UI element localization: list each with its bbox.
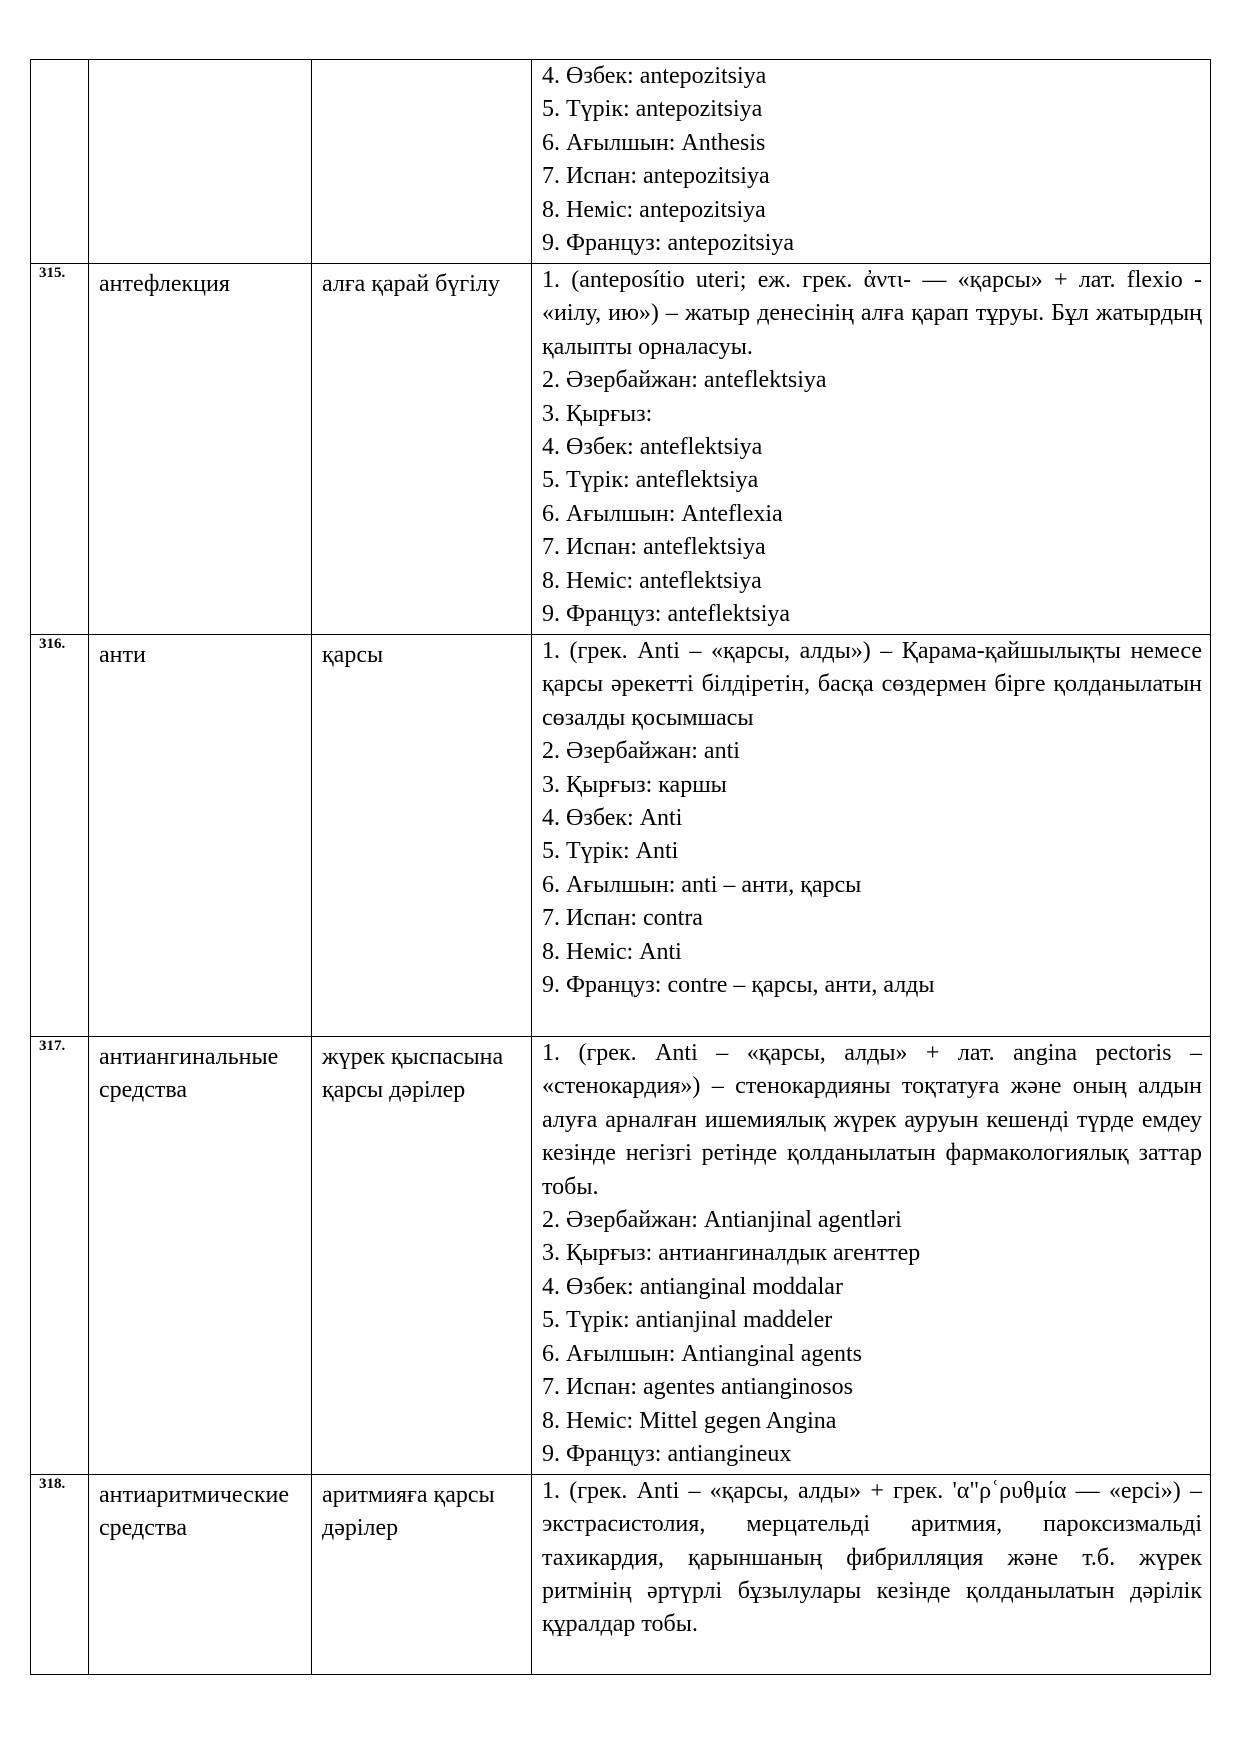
language-line: 3. Қырғыз: [542, 400, 653, 427]
term-cell [89, 60, 312, 264]
dictionary-table [30, 59, 1211, 1675]
language-line: 7. Испан: antepozitsiya [542, 163, 770, 190]
language-line: 4. Өзбек: Anti [542, 804, 683, 831]
table-row [31, 1474, 1211, 1674]
term-cell: антиангинальные средства [89, 1036, 312, 1474]
term-cell: антиаритмические средства [89, 1474, 312, 1674]
table-row [31, 60, 1211, 264]
entry-number-cell [31, 60, 89, 264]
language-line: 6. Ағылшын: Anteflexia [542, 500, 783, 527]
definition-cell [532, 60, 1211, 264]
language-line: 7. Испан: agentes antianginosos [542, 1374, 853, 1401]
definition-cell [532, 634, 1211, 1036]
term-cell: антефлекция [89, 263, 312, 634]
language-line: 4. Өзбек: antepozitsiya [542, 63, 767, 89]
language-line: 3. Қырғыз: каршы [542, 771, 727, 798]
language-line: 6. Ағылшын: Antianginal agents [542, 1340, 863, 1367]
definition-text: 1. (anteposítio uteri; еж. грек. ἀντι- — «қарсы» + лат. flexio - «иілу, ию») – жатыр денесінің алға қарап тұруы. Бұл жатырдың қалыпты орналасуы. [542, 266, 1202, 360]
language-line: 9. Француз: antiangineux [542, 1441, 792, 1468]
language-line: 3. Қырғыз: антиангиналдык агенттер [542, 1240, 921, 1267]
definition-cell [532, 1036, 1211, 1474]
definition-cell [532, 263, 1211, 634]
language-line: 4. Өзбек: anteflektsiya [542, 433, 763, 460]
language-line: 7. Испан: anteflektsiya [542, 534, 766, 561]
language-line: 6. Ағылшын: anti – анти, қарсы [542, 871, 862, 898]
definition-cell [532, 1474, 1211, 1674]
language-line: 7. Испан: contra [542, 905, 703, 932]
entry-number-cell: 315. [31, 263, 89, 634]
language-line: 9. Француз: antepozitsiya [542, 230, 795, 257]
translation-cell: жүрек қыспасына қарсы дәрілер [312, 1036, 532, 1474]
language-line: 5. Түрік: Anti [542, 838, 679, 865]
language-line: 8. Неміс: antepozitsiya [542, 196, 766, 223]
language-line: 8. Неміс: Anti [542, 938, 682, 965]
entry-number-cell: 317. [31, 1036, 89, 1474]
entry-number-cell: 318. [31, 1474, 89, 1674]
translation-cell: алға қарай бүгілу [312, 263, 532, 634]
definition-text: 1. (грек. Anti – «қарсы, алды») – Қарама-қайшылықты немесе қарсы әрекетті білдіретін, басқа сөздермен бірге қолданылатын сөзалды қосымшасы [542, 637, 1202, 731]
language-line: 5. Түрік: antianjinal maddeler [542, 1307, 833, 1334]
language-line: 5. Түрік: antepozitsiya [542, 96, 763, 123]
table-row [31, 263, 1211, 634]
language-line: 4. Өзбек: antianginal moddalar [542, 1273, 843, 1300]
language-line: 5. Түрік: anteflektsiya [542, 467, 759, 494]
translation-cell: қарсы [312, 634, 532, 1036]
language-line: 8. Неміс: anteflektsiya [542, 567, 762, 594]
translation-cell [312, 60, 532, 264]
definition-text: 1. (грек. Anti – «қарсы, алды» + лат. angina pectoris – «стенокардия») – стенокардияны тоқтатуға және оның алдын алуға арналған ишемиялық жүрек ауруын кешенді түрде емдеу кезінде негізгі ретінде қолданылатын фармакологиялық заттар тобы. [542, 1039, 1202, 1200]
language-line: 2. Әзербайжан: anti [542, 738, 740, 765]
language-line: 6. Ағылшын: Anthesis [542, 129, 766, 156]
language-line: 8. Неміс: Mittel gegen Angina [542, 1407, 837, 1434]
language-line: 2. Әзербайжан: Antianjinal agentləri [542, 1206, 902, 1233]
language-line: 9. Француз: anteflektsiya [542, 601, 791, 628]
definition-text: 1. (грек. Anti – «қарсы, алды» + грек. 'α"ρʿρυθμία — «ерсі») – экстрасистолия, мерцательді аритмия, пароксизмальді тахикардия, қарыншаның фибрилляция және т.б. жүрек ритмінің әртүрлі бұзылулары кезінде қолданылатын дәрілік құралдар тобы. [542, 1477, 1202, 1638]
translation-cell: аритмияға қарсы дәрілер [312, 1474, 532, 1674]
table-row [31, 634, 1211, 1036]
term-cell: анти [89, 634, 312, 1036]
language-line: 9. Француз: contre – қарсы, анти, алды [542, 972, 935, 999]
language-line: 2. Әзербайжан: anteflektsiya [542, 367, 827, 394]
table-row [31, 1036, 1211, 1474]
entry-number-cell: 316. [31, 634, 89, 1036]
